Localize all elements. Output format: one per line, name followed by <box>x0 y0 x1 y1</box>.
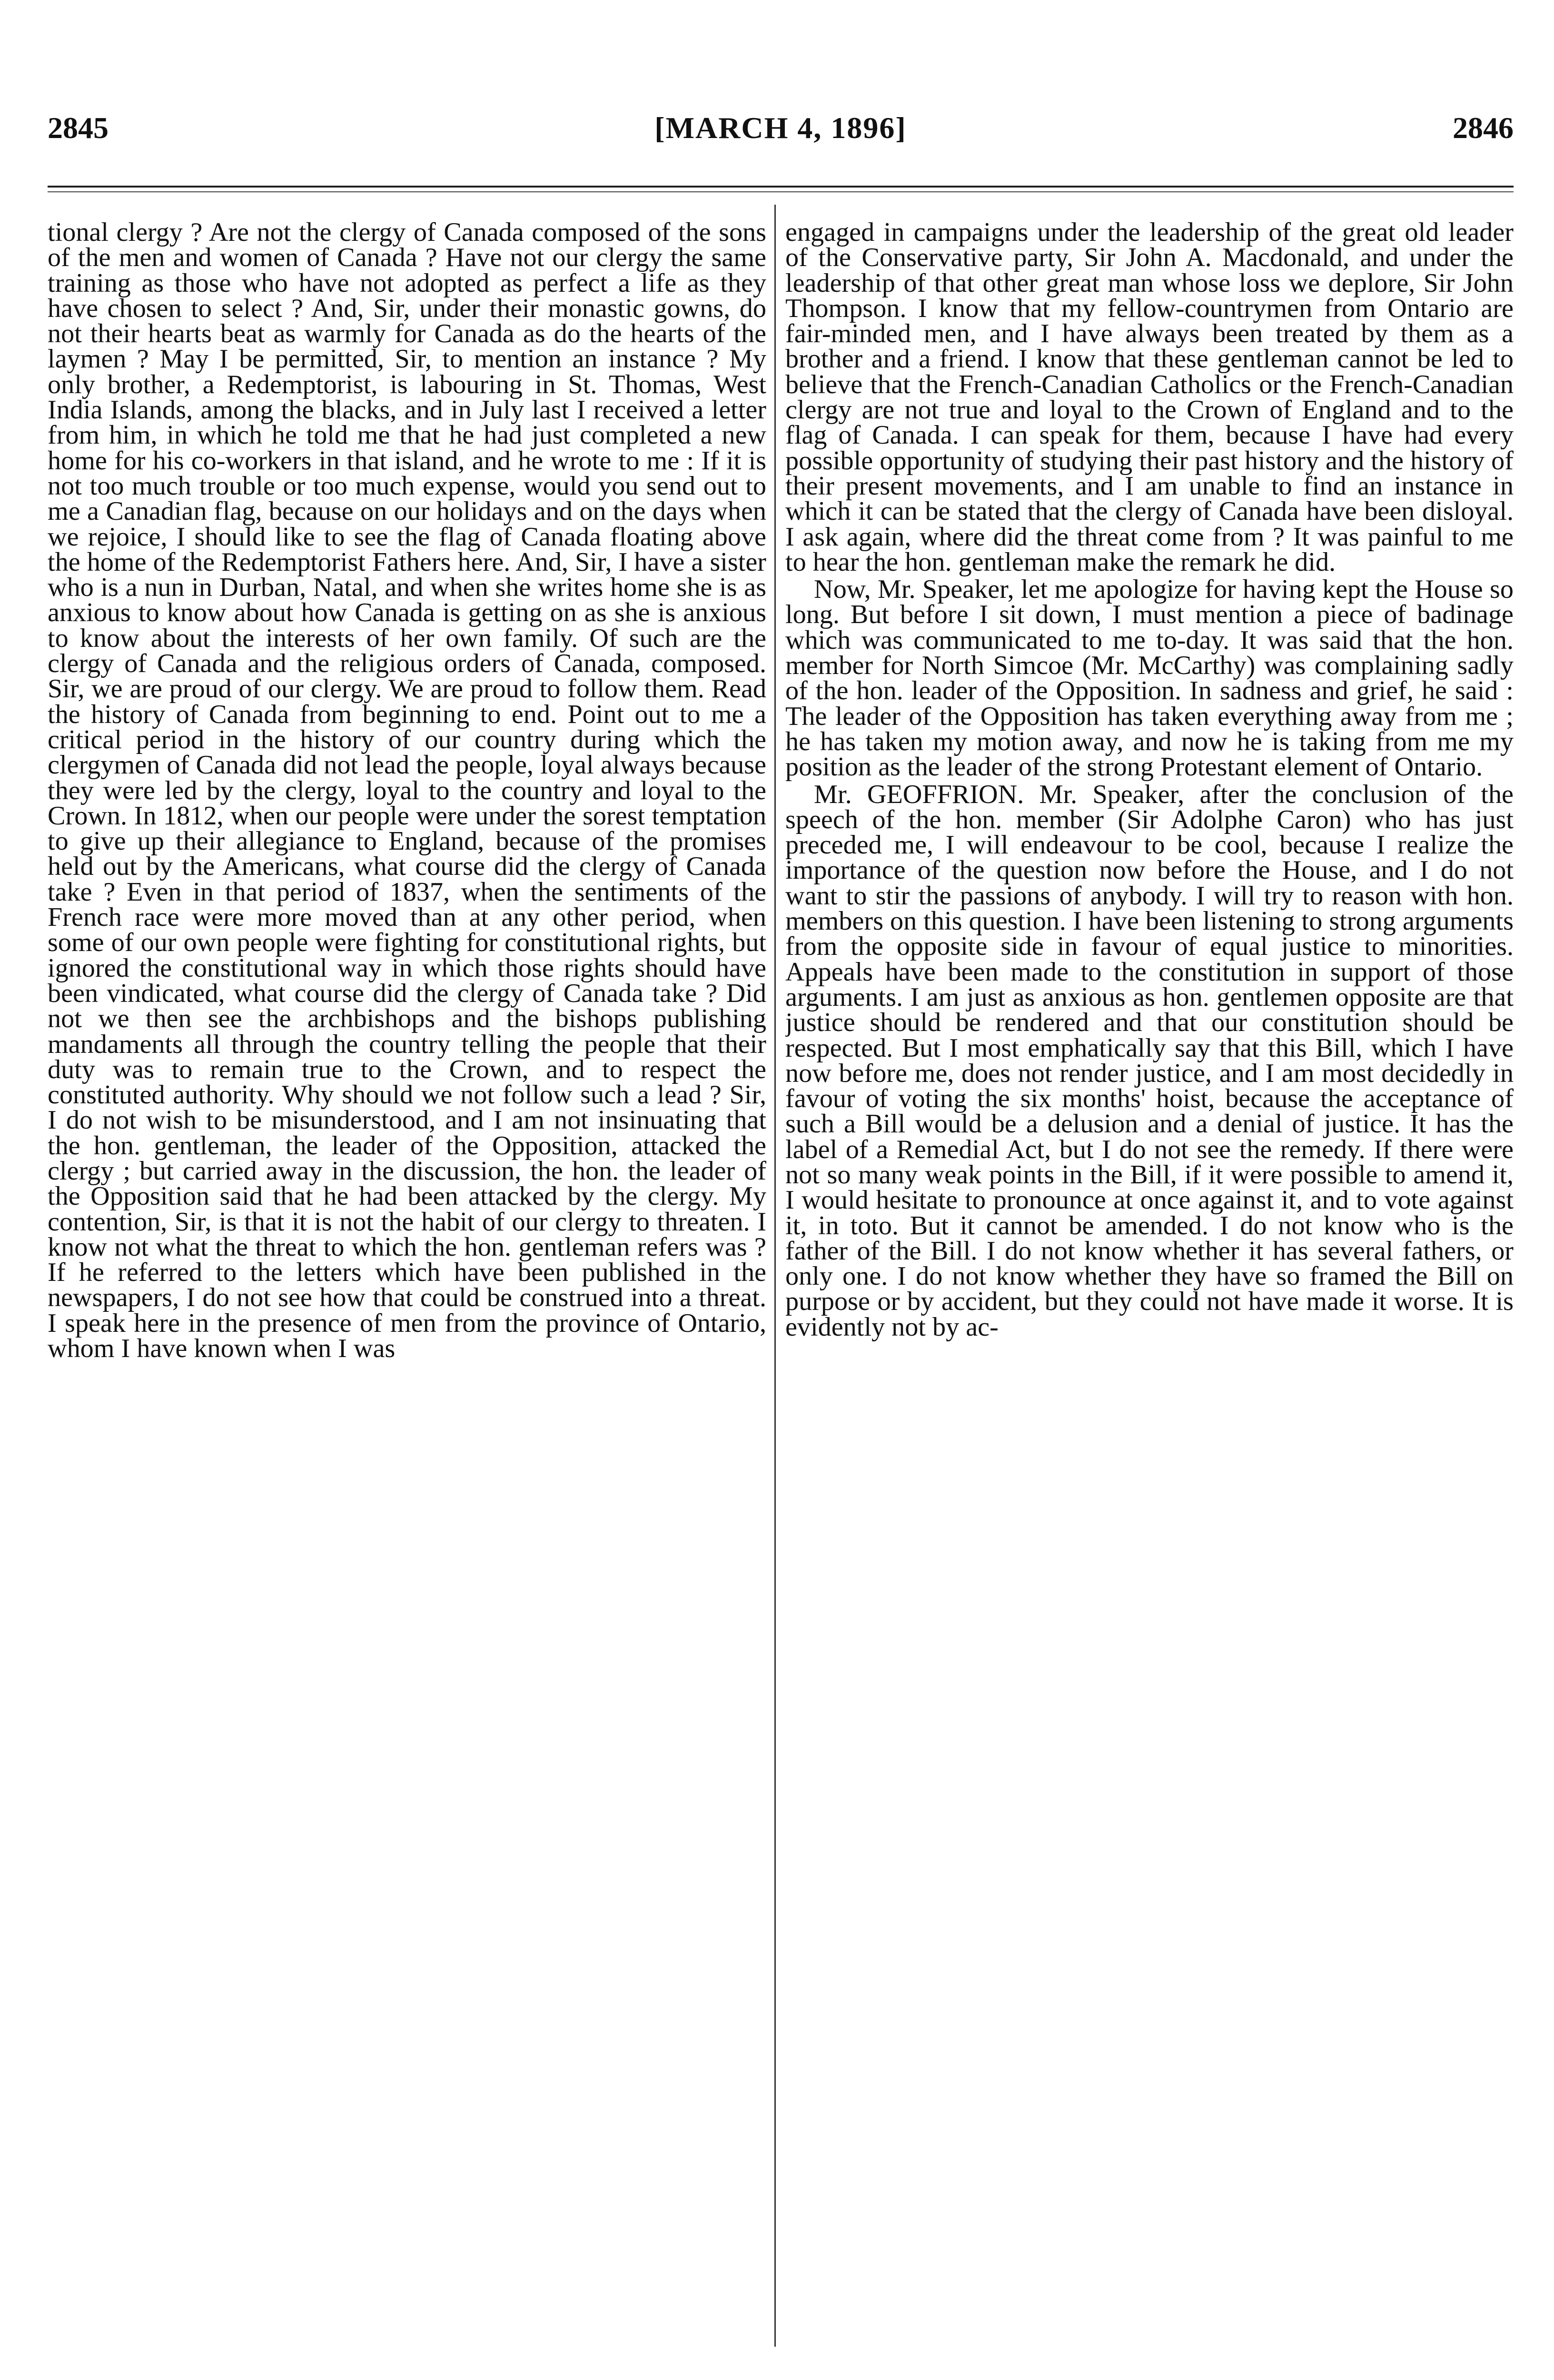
header-rule-secondary <box>48 191 1514 192</box>
right-column <box>785 220 1514 2380</box>
page-date: [MARCH 4, 1896] <box>654 111 907 145</box>
right-paragraph-3: Mr. GEOFFRION. Mr. Speaker, after the conclusion of the speech of the hon. member (Sir Adolphe Caron) who has just preceded me, I will endeavour to be cool, because I realize the importance of the question now before the House, and I do not want to stir the passions of anybody. I will try to reason with hon. members on this question. I have been listening to strong arguments from the opposite side in favour of equal justice to minorities. Appeals have been made to the constitution in support of those arguments. I am just as anxious as hon. gentlemen opposite are that justice should be rendered and that our constitution should be respected. But I most emphatically say that this Bill, which I have now before me, does not render justice, and I am most decidedly in favour of voting the six months' hoist, because the acceptance of such a Bill would be a delusion and a denial of justice. It has the label of a Remedial Act, but I do not see the remedy. If there were not so many weak points in the Bill, if it were possible to amend it, I would hesitate to pronounce at once against it, and to vote against it, in toto. But it cannot be amended. I do not know who is the father of the Bill. I do not know whether it has several fathers, or only one. I do not know whether they have so framed the Bill on purpose or by accident, but they could not have made it worse. It is evidently not by ac- <box>785 779 1514 1342</box>
page-number-left: 2845 <box>48 111 109 145</box>
right-paragraph-1: engaged in campaigns under the leadership of the great old leader of the Conservative party, Sir John A. Macdonald, and under the leadership of that other great man whose loss we deplore, Sir John Thompson. I know that my fellow-countrymen from Ontario are fair-minded men, and I have always been treated by them as a brother and a friend. I know that these gentleman cannot be led to believe that the French-Canadian Catholics or the French-Canadian clergy are not true and loyal to the Crown of England and to the flag of Canada. I can speak for them, because I have had every possible opportunity of studying their past history and the history of their present movements, and I am unable to find an instance in which it can be stated that the clergy of Canada have been disloyal. I ask again, where did the threat come from ? It was painful to me to hear the hon. gentleman make the remark he did. <box>785 220 1514 577</box>
left-paragraph-1: tional clergy ? Are not the clergy of Canada composed of the sons of the men and women of Canada ? Have not our clergy the same training as those who have not adopted as perfect a life as they have chosen to select ? And, Sir, under their monastic gowns, do not their hearts beat as warmly for Canada as do the hearts of the laymen ? May I be permitted, Sir, to mention an instance ? My only brother, a Redemptorist, is labouring in St. Thomas, West India Islands, among the blacks, and in July last I received a letter from him, in which he told me that he had just completed a new home for his co-workers in that island, and he wrote to me : If it is not too much trouble or too much expense, would you send out to me a Canadian flag, because on our holidays and on the days when we rejoice, I should like to see the flag of Canada floating above the home of the Redemptorist Fathers here. And, Sir, I have a sister who is a nun in Durban, Natal, and when she writes home she is as anxious to know about how Canada is getting on as she is anxious to know about the interests of her own family. Of such are the clergy of Canada and the religious orders of Canada, composed. Sir, we are proud of our clergy. We are proud to follow them. Read the history of Canada from beginning to end. Point out to me a critical period in the history of our country during which the clergymen of Canada did not lead the people, loyal always because they were led by the clergy, loyal to the country and loyal to the Crown. In 1812, when our people were under the sorest temptation to give up their allegiance to England, because of the promises held out by the Americans, what course did the clergy of Canada take ? Even in that period of 1837, when the sentiments of the French race were more moved than at any other period, when some of our own people were fighting for constitutional rights, but ignored the constitutional way in which those rights should have been vindicated, what course did the clergy of Canada take ? Did not we then see the archbishops and the bishops publishing mandaments all through the country telling the people that their duty was to remain true to the Crown, and to respect the constituted authority. Why should we not follow such a lead ? Sir, I do not wish to be misunderstood, and I am not insinuating that the hon. gentleman, the leader of the Opposition, attacked the clergy ; but carried away in the discussion, the hon. the leader of the Opposition said that he had been attacked by the clergy. My contention, Sir, is that it is not the habit of our clergy to threaten. I know not what the threat to which the hon. gentleman refers was ? If he referred to the letters which have been published in the newspapers, I do not see how that could be construed into a threat. I speak here in the presence of men from the province of Ontario, whom I have known when I was <box>48 220 766 1364</box>
page-header <box>48 110 1514 153</box>
left-column <box>48 220 766 2380</box>
right-paragraph-2: Now, Mr. Speaker, let me apologize for having kept the House so long. But before I sit down, I must mention a piece of badinage which was communicated to me to-day. It was said that the hon. member for North Simcoe (Mr. McCarthy) was complaining sadly of the hon. leader of the Opposition. In sadness and grief, he said : The leader of the Opposition has taken everything away from me ; he has taken my motion away, and now he is taking from me my position as the leader of the strong Protestant element of Ontario. <box>785 575 1514 782</box>
page-number-right: 2846 <box>1453 111 1514 145</box>
column-divider <box>774 205 776 2347</box>
header-rule <box>48 186 1514 188</box>
